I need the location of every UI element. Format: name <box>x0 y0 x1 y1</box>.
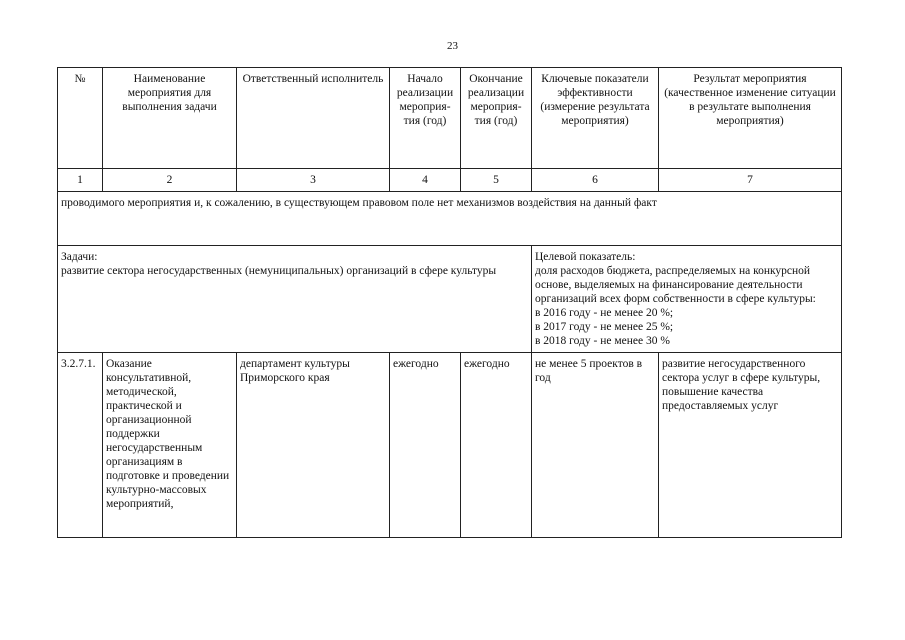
header-cell-start: Начало реализации мероприя- тия (год) <box>390 68 461 169</box>
column-number: 2 <box>103 169 237 192</box>
row-end: ежегодно <box>461 353 532 538</box>
header-cell-executor: Ответственный исполнитель <box>237 68 390 169</box>
column-number: 3 <box>237 169 390 192</box>
column-number: 4 <box>390 169 461 192</box>
row-kpi: не менее 5 проектов в год <box>532 353 659 538</box>
tasks-label: Задачи: <box>61 251 98 263</box>
target-label: Целевой показатель: <box>535 251 636 263</box>
tasks-text: развитие сектора негосударственных (немуниципальных) организаций в сфере культуры <box>61 265 497 277</box>
target-indicator-cell <box>532 246 842 353</box>
tasks-row <box>58 246 842 353</box>
header-cell-end: Окончание реализации мероприя- тия (год) <box>461 68 532 169</box>
continuation-text: проводимого мероприятия и, к сожалению, в существующем правовом поле нет механизмов воздействия на данный факт <box>58 192 842 246</box>
header-cell-kpi: Ключевые показатели эффективности (измерение результата мероприятия) <box>532 68 659 169</box>
table-row <box>58 353 842 538</box>
header-row <box>58 68 842 169</box>
row-executor: департамент культуры Приморского края <box>237 353 390 538</box>
row-measure-name: Оказание консультативной, методической, практической и организационной поддержки негосударственным организациям в подготовке и проведении культурно-массовых мероприятий, <box>103 353 237 538</box>
row-result: развитие негосударственного сектора услуг в сфере культуры, повышение качества предоставляемых услуг <box>659 353 842 538</box>
column-number: 7 <box>659 169 842 192</box>
header-cell-result: Результат мероприятия (качественное изменение ситуации в результате выполнения мероприятия) <box>659 68 842 169</box>
target-value-2017: в 2017 году - не менее 25 %; <box>535 321 674 333</box>
header-cell-name: Наименование мероприятия для выполнения задачи <box>103 68 237 169</box>
target-value-2016: в 2016 году - не менее 20 %; <box>535 307 674 319</box>
header-cell-num: № <box>58 68 103 169</box>
continuation-row <box>58 192 842 246</box>
row-number: 3.2.7.1. <box>58 353 103 538</box>
measures-table <box>57 67 842 538</box>
target-text: доля расходов бюджета, распределяемых на конкурсной основе, выделяемых на финансирование деятельности организаций всех форм собственности в сфере культуры: <box>535 265 816 305</box>
row-start: ежегодно <box>390 353 461 538</box>
column-number: 1 <box>58 169 103 192</box>
column-number: 6 <box>532 169 659 192</box>
page-number: 23 <box>447 40 458 52</box>
column-number: 5 <box>461 169 532 192</box>
target-value-2018: в 2018 году - не менее 30 % <box>535 335 670 347</box>
tasks-cell <box>58 246 532 353</box>
column-numbers-row <box>58 169 842 192</box>
